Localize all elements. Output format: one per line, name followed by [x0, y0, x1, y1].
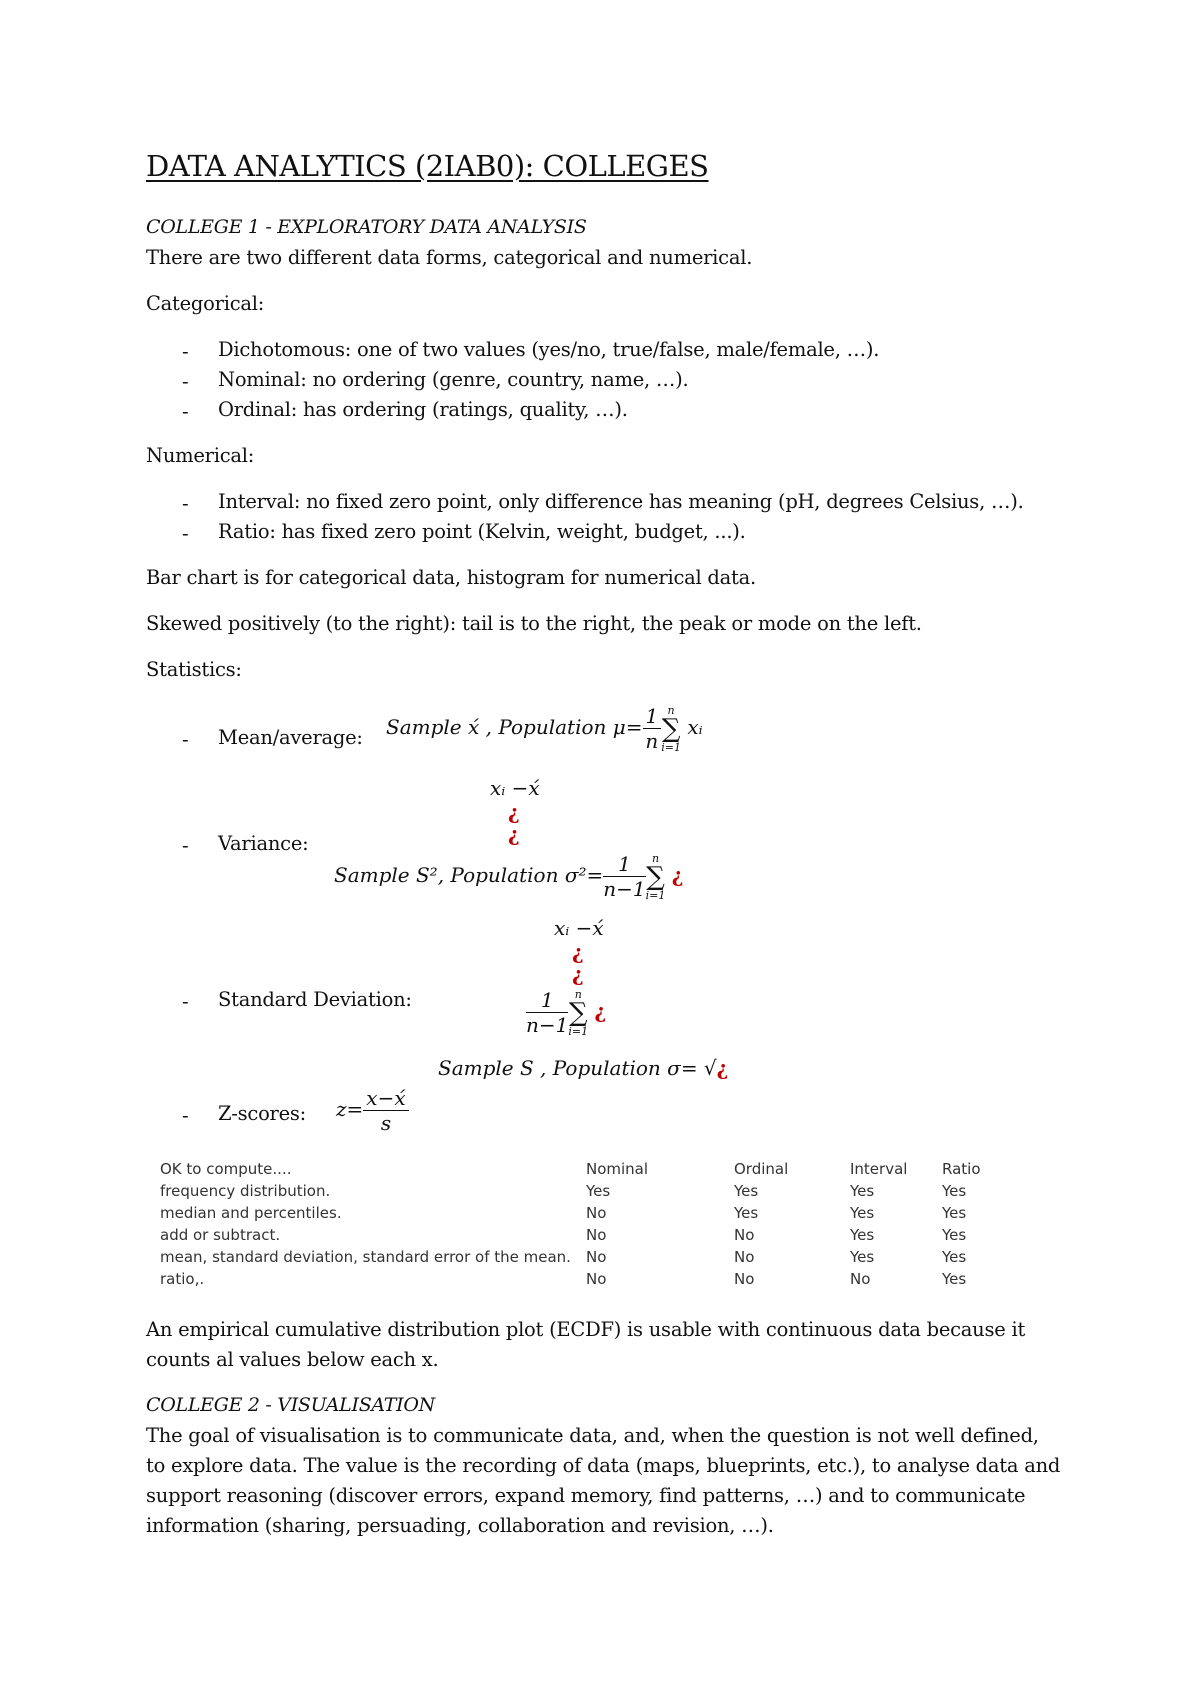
- bullet-dash: -: [182, 340, 189, 363]
- table-header-row: [160, 1158, 1002, 1180]
- mean-formula: [386, 704, 703, 753]
- table-cell: No: [586, 1226, 607, 1244]
- list-item: Nominal: no ordering (genre, country, name, …).: [218, 368, 689, 391]
- table-cell: No: [850, 1270, 871, 1288]
- sum-upper: n: [651, 851, 660, 865]
- sd-label: Standard Deviation:: [218, 988, 412, 1011]
- table-header: Nominal: [586, 1160, 649, 1178]
- table-cell: Yes: [942, 1248, 967, 1266]
- table-cell: median and percentiles.: [160, 1204, 342, 1222]
- mean-formula-prefix: Sample x́ , Population μ=: [386, 715, 643, 739]
- variance-formula-prefix: Sample S², Population σ²=: [334, 863, 604, 887]
- table-header: Ordinal: [734, 1160, 789, 1178]
- table-cell: mean, standard deviation, standard error of the mean.: [160, 1248, 571, 1266]
- fraction: [603, 852, 645, 901]
- table-cell: ratio,.: [160, 1270, 205, 1288]
- sum-symbol: [646, 853, 666, 901]
- college2-line: The goal of visualisation is to communicate data, and, when the question is not well defined,: [146, 1424, 1039, 1447]
- summand: xᵢ: [687, 715, 703, 739]
- fraction: [363, 1086, 408, 1135]
- mean-label: Mean/average:: [218, 726, 363, 749]
- broken-glyph: ¿: [572, 940, 584, 964]
- table-row: [160, 1180, 1002, 1202]
- broken-glyph: ¿: [716, 1056, 729, 1080]
- sigma-icon: ∑: [661, 713, 681, 744]
- denominator: n: [645, 729, 659, 753]
- measurement-levels-table: [160, 1158, 1002, 1290]
- table-row: [160, 1224, 1002, 1246]
- fraction: [643, 704, 662, 753]
- table-cell: Yes: [850, 1226, 875, 1244]
- variance-label: Variance:: [218, 832, 309, 855]
- table-cell: Yes: [850, 1248, 875, 1266]
- numerator: 1: [643, 704, 662, 729]
- broken-glyph: ¿: [508, 800, 520, 824]
- table-cell: Yes: [734, 1182, 759, 1200]
- broken-glyph: ¿: [671, 863, 684, 887]
- table-cell: Yes: [942, 1226, 967, 1244]
- sd-formula-text: Sample S , Population σ= √: [438, 1056, 717, 1080]
- table-cell: No: [586, 1270, 607, 1288]
- bullet-dash: -: [182, 492, 189, 515]
- college2-line: support reasoning (discover errors, expand memory, find patterns, …) and to communicate: [146, 1484, 1026, 1507]
- table-cell: No: [734, 1270, 755, 1288]
- table-header: Interval: [850, 1160, 908, 1178]
- table-cell: Yes: [942, 1204, 967, 1222]
- college1-intro: There are two different data forms, categorical and numerical.: [146, 246, 753, 269]
- table-cell: frequency distribution.: [160, 1182, 331, 1200]
- table-cell: No: [734, 1226, 755, 1244]
- table-row: [160, 1246, 1002, 1268]
- denominator: n−1: [526, 1013, 569, 1037]
- bullet-dash: -: [182, 522, 189, 545]
- sigma-icon: ∑: [646, 861, 665, 892]
- fraction: [526, 988, 568, 1037]
- denominator: s: [380, 1111, 392, 1135]
- college1-heading: COLLEGE 1 - EXPLORATORY DATA ANALYSIS: [146, 216, 587, 238]
- table-cell: No: [586, 1248, 607, 1266]
- bar-chart-note: Bar chart is for categorical data, histogram for numerical data.: [146, 566, 756, 589]
- list-item: Dichotomous: one of two values (yes/no, true/false, male/female, …).: [218, 338, 880, 361]
- sum-symbol: [568, 989, 588, 1037]
- college2-line: to explore data. The value is the recording of data (maps, blueprints, etc.), to analyse data and: [146, 1454, 1061, 1477]
- table-row: [160, 1202, 1002, 1224]
- statistics-label: Statistics:: [146, 658, 242, 681]
- broken-glyph: ¿: [594, 999, 607, 1023]
- list-item: Ratio: has fixed zero point (Kelvin, weight, budget, ...).: [218, 520, 746, 543]
- table-cell: Yes: [734, 1204, 759, 1222]
- z-formula: [336, 1086, 409, 1135]
- ecdf-line-1: An empirical cumulative distribution plot (ECDF) is usable with continuous data because it: [146, 1318, 1026, 1341]
- table-header: Ratio: [942, 1160, 981, 1178]
- numerator: 1: [603, 852, 645, 877]
- denominator: n−1: [603, 877, 646, 901]
- variance-numerator-text: xᵢ −x́: [490, 776, 540, 800]
- z-label: Z-scores:: [218, 1102, 306, 1125]
- table-header: OK to compute....: [160, 1160, 292, 1178]
- table-cell: No: [734, 1248, 755, 1266]
- list-item: Interval: no fixed zero point, only difference has meaning (pH, degrees Celsius, …).: [218, 490, 1024, 513]
- sum-symbol: [661, 705, 681, 753]
- numerator: 1: [526, 988, 568, 1013]
- categorical-label: Categorical:: [146, 292, 265, 315]
- table-cell: add or subtract.: [160, 1226, 281, 1244]
- sd-formula: [438, 1056, 728, 1080]
- bullet-dash: -: [182, 834, 189, 857]
- sum-lower: i=1: [568, 1024, 589, 1038]
- table-cell: Yes: [586, 1182, 611, 1200]
- bullet-dash: -: [182, 990, 189, 1013]
- sum-upper: n: [667, 703, 675, 717]
- skew-note: Skewed positively (to the right): tail is to the right, the peak or mode on the left.: [146, 612, 922, 635]
- bullet-dash: -: [182, 400, 189, 423]
- table-cell: Yes: [850, 1182, 875, 1200]
- college2-line: information (sharing, persuading, collaboration and revision, …).: [146, 1514, 774, 1537]
- list-item: Ordinal: has ordering (ratings, quality, …).: [218, 398, 628, 421]
- sum-lower: i=1: [645, 888, 666, 902]
- broken-glyph: ¿: [508, 822, 520, 846]
- table-cell: No: [586, 1204, 607, 1222]
- table-row: [160, 1268, 1002, 1290]
- sum-lower: i=1: [661, 740, 681, 754]
- bullet-dash: -: [182, 728, 189, 751]
- variance-formula: [334, 852, 683, 901]
- table-cell: Yes: [942, 1270, 967, 1288]
- sd-numerator-text: xᵢ −x́: [554, 916, 604, 940]
- table-cell: Yes: [850, 1204, 875, 1222]
- sd-inner-sum: [526, 988, 606, 1037]
- sigma-icon: ∑: [568, 997, 588, 1028]
- numerator: x−x́: [363, 1086, 408, 1111]
- document-title: DATA ANALYTICS (2IAB0): COLLEGES: [146, 149, 709, 183]
- z-prefix: z=: [336, 1097, 364, 1121]
- numerical-label: Numerical:: [146, 444, 255, 467]
- college2-heading: COLLEGE 2 - VISUALISATION: [146, 1394, 435, 1416]
- bullet-dash: -: [182, 1104, 189, 1127]
- sum-upper: n: [574, 987, 582, 1001]
- bullet-dash: -: [182, 370, 189, 393]
- broken-glyph: ¿: [572, 962, 584, 986]
- table-cell: Yes: [942, 1182, 967, 1200]
- ecdf-line-2: counts al values below each x.: [146, 1348, 439, 1371]
